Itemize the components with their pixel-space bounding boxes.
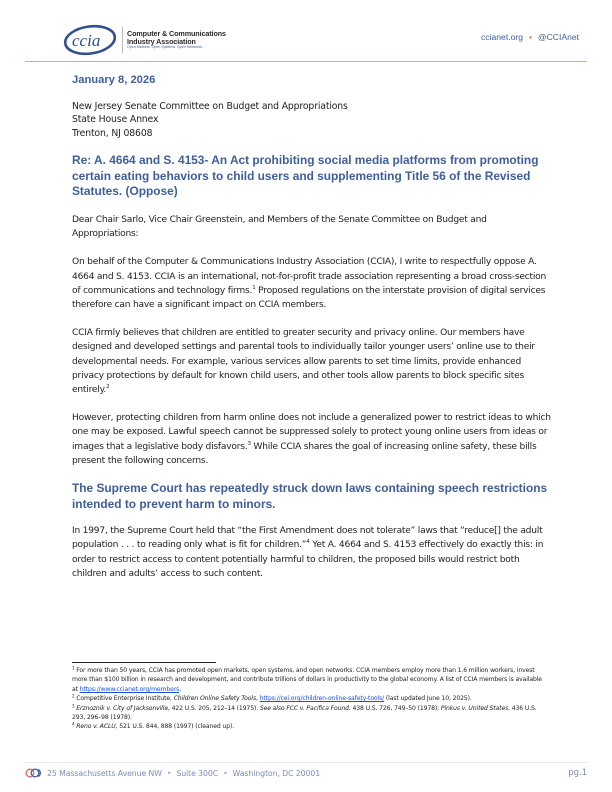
letterhead	[0, 0, 612, 62]
footnote-divider	[72, 662, 216, 663]
svg-text:ccia: ccia	[72, 31, 101, 50]
bullet-separator: •	[529, 32, 532, 42]
paragraph-intro: On behalf of the Computer & Communications Industry Association (CCIA), I write to respectfully oppose A. 4664 and S. 4153. CCIA is an international, not-for-profit trade association representing a broad cross-section of communications and technology firms.$^1$ Proposed regulations on the interstate provision of digital services therefore can have a significant impact on CCIA members.	[72, 257, 547, 311]
paragraph-child-safety: CCIA firmly believes that children are entitled to greater security and privacy online. Our members have designed and developed settings and parental tools to individually tailor younger users’ online use to their developmental needs. For example, various services allow parents to set time limits, provide enhanced privacy protections by default for known child users, and other tools allow parents to block specific sites entirely.$^2$	[72, 328, 535, 396]
header-divider	[25, 61, 587, 62]
footnote-1: $^1$ For more than 50 years, CCIA has promoted open markets, open systems, and open networks. CCIA members employ more than 1.6 million workers, invest more than $100 billion in research and development, and contribute trillions of dollars in productivity to the global economy. A list of CCIA members is available at https://www.ccianet.org/members.	[72, 665, 542, 693]
paragraph-supreme-court: In 1997, the Supreme Court held that “the First Amendment does not tolerate” laws that “reduce[] the adult population . . . to reading only what is fit for children.”$^4$ Yet A. 4664 and S. 4153 effectively do exactly this: in order to restrict access to content potentially harmful to children, the proposed bills would restrict both children and adults’ access to such content.	[72, 526, 544, 579]
footnote-ref[interactable]: 4	[306, 539, 310, 546]
letter-date: January 8, 2026	[72, 74, 156, 86]
section-heading: The Supreme Court has repeatedly struck down laws containing speech restrictions intended to prevent harm to minors.	[72, 481, 548, 511]
header-contact-links	[481, 32, 579, 42]
footer-suite: Suite 300C	[176, 768, 219, 778]
cei-link[interactable]: https://cei.org/children-online-safety-tools/	[259, 695, 385, 703]
footer-city: Washington, DC 20001	[232, 768, 321, 778]
org-tagline: Open Markets. Open Systems. Open Networks.	[127, 45, 203, 50]
page-footer	[25, 768, 587, 778]
address-line: Trenton, NJ 08608	[72, 127, 153, 139]
org-name-line1: Computer & Communications	[127, 29, 226, 39]
footnote-3: $^3$ Erznoznik v. City of Jacksonville, 422 U.S. 205, 212–14 (1975). See also FCC v. Pacifica Found. 438 U.S. 726, 749–50 (1978); Pinkus v. United States, 436 U.S. 293, 296–98 (1978).	[72, 703, 537, 722]
bullet-separator: •	[223, 768, 228, 778]
footnote-4: $^4$ Reno v. ACLU, 521 U.S. 844, 888 (1997) (cleaned up).	[72, 721, 235, 731]
footer-divider	[25, 762, 587, 763]
footnote-ref[interactable]: 1	[252, 284, 256, 291]
ccia-members-link[interactable]: https://www.ccianet.org/members	[79, 685, 180, 693]
website-link[interactable]: ccianet.org	[481, 32, 524, 42]
social-handle-link[interactable]: @CCIAnet	[537, 32, 580, 42]
salutation: Dear Chair Sarlo, Vice Chair Greenstein, and Members of the Senate Committee on Budget and Appropriations:	[72, 215, 487, 240]
bullet-separator: •	[166, 768, 172, 778]
ccia-rings-icon	[25, 768, 43, 778]
address-line: State House Annex	[72, 114, 159, 126]
logo-wordmark	[127, 30, 226, 50]
footnote-ref[interactable]: 2	[106, 384, 110, 391]
logo-divider	[122, 27, 123, 53]
subject-heading: Re: A. 4664 and S. 4153- An Act prohibiting social media platforms from promoting certain eating behaviors to child users and supplementing Title 56 of the Revised Statutes. (Oppose)	[72, 153, 539, 199]
footnote-2: $^2$ Competitive Enterprise Institute, Children Online Safety Tools, https://cei.org/children-online-safety-tools/ (last updated June 10, 2025).	[72, 693, 472, 703]
paragraph-concerns: However, protecting children from harm online does not include a generalized power to restrict ideas to which one may be exposed. Lawful speech cannot be suppressed solely to protect young online users from ideas or images that a legislative body disfavors.$^3$ While CCIA shares the goal of increasing online safety, these bills present the following concerns.	[72, 413, 551, 466]
footnote-ref[interactable]: 3	[247, 440, 251, 447]
ccia-logo	[63, 24, 226, 56]
org-name-line2: Industry Association	[127, 36, 196, 46]
address-line: New Jersey Senate Committee on Budget and Appropriations	[72, 101, 348, 112]
footer-street: 25 Massachusetts Avenue NW	[47, 768, 162, 778]
page-number: pg.1	[568, 768, 587, 778]
recipient-address	[72, 100, 552, 140]
ccia-logo-mark-icon	[63, 24, 119, 56]
letter-body	[72, 74, 552, 581]
footnotes	[72, 666, 548, 732]
